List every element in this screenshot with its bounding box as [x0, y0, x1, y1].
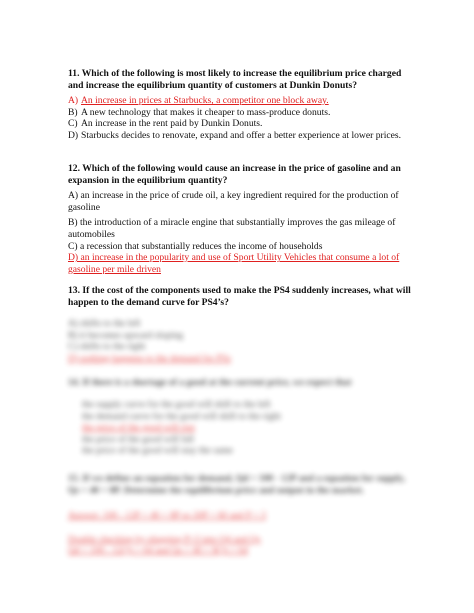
question-14-option-5: the price of the good will stay the same	[82, 445, 233, 457]
question-14-option-4: the price of the good will fall	[82, 433, 194, 445]
question-14-option-2: the demand curve for the good will shift to the right	[82, 410, 281, 422]
question-14-title: 14. If there is a shortage of a good at the current price, we expect that	[68, 377, 352, 389]
question-12-option-b: B) the introduction of a miracle engine that substantially improves the gas mileage of automobiles	[68, 217, 396, 240]
question-12	[68, 163, 418, 275]
question-11	[68, 68, 418, 142]
question-13-option-a: A) shifts to the left	[68, 318, 141, 329]
question-11-option-c: C) An increase in the rent paid by Dunkin Donuts.	[68, 118, 263, 130]
question-15-check-1: Double checking by plugging P=3 into Qd and Qs	[68, 533, 261, 545]
question-13-option-c: C) shifts to the right	[68, 341, 146, 353]
question-13-option-b: B) it becomes upward sloping	[68, 329, 184, 341]
question-14-option-3: the price of the good will rise	[82, 422, 195, 434]
question-13-title: 13. If the cost of the components used to make the PS4 suddenly increases, what will happen to the demand curve for PS4’s?	[68, 285, 411, 308]
blurred-content	[68, 318, 418, 557]
question-13	[68, 285, 418, 308]
question-12-option-d: D) an increase in the popularity and use of Sport Utility Vehicles that consume a lot of gasoline per mile driven	[68, 252, 400, 275]
question-14-option-1: the supply curve for the good will shift to the left	[82, 398, 271, 410]
question-12-option-c: C) a recession that substantially reduces the income of households	[68, 240, 323, 252]
question-15-check-2: Qd = 100 - 12(3) = 64 and Qs = 40 + 8(3) = 64	[68, 545, 248, 557]
question-15-answer: Answer: 100 - 12P = 40 + 8P so 20P = 60 and P = 3	[68, 510, 266, 522]
question-12-title: 12. Which of the following would cause an increase in the price of gasoline and an expansion in the equilibrium quantity?	[68, 163, 401, 186]
question-12-option-a: A) an increase in the price of crude oil, a key ingredient required for the production of gasoline	[68, 190, 399, 213]
question-11-option-b: B) A new technology that makes it cheaper to mass-produce donuts.	[68, 106, 331, 118]
question-15-title: 15. If we define an equation for demand, Qd = 100 - 12P and a equation for supply, Qs = 40 + 8P. Determine the equilibrium price and output in the market.	[68, 472, 406, 496]
question-13-option-d: D) nothing happens to the demand for PSs	[68, 352, 231, 364]
question-11-option-d: D) Starbucks decides to renovate, expand and offer a better experience at lower prices.	[68, 129, 402, 141]
question-11-option-a: A) An increase in prices at Starbucks, a competitor one block away.	[68, 95, 329, 107]
question-11-title: 11. Which of the following is most likely to increase the equilibrium price charged and increase the equilibrium quantity of customers at Dunkin Donuts?	[68, 68, 402, 91]
